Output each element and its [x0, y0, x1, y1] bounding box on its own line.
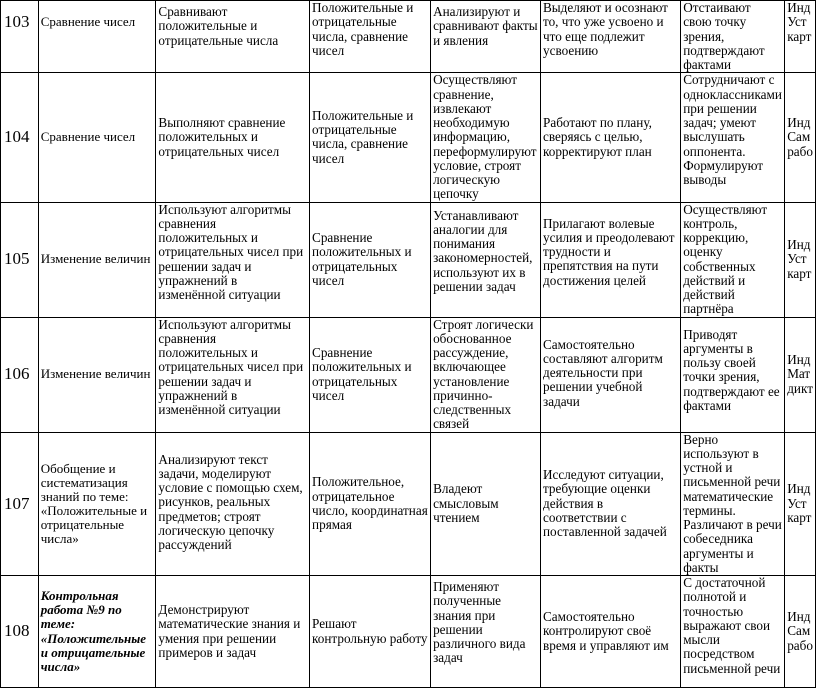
key-concepts: Положительные и отрицательные числа, сравнение чисел — [310, 73, 431, 202]
communicative-uud: С достаточной полнотой и точностью выражают свои мысли посредством письменной речи — [681, 576, 785, 688]
cognitive-uud: Владеют смысловым чтением — [431, 432, 541, 576]
subject-results: Анализируют текст задачи, моделируют условие с помощью схем, рисунков, реальных предметов; строят логическую цепочку рассуждений — [156, 432, 310, 576]
lesson-number: 104 — [1, 73, 39, 202]
subject-results: Выполняют сравнение положительных и отрицательных чисел — [156, 73, 310, 202]
lesson-topic: Сравнение чисел — [38, 73, 156, 202]
cognitive-uud: Устанавливают аналогии для понимания закономерностей, используют их в решении задач — [431, 202, 541, 317]
key-concepts: Сравнение положительных и отрицательных чисел — [310, 317, 431, 432]
communicative-uud: Приводят аргументы в пользу своей точки зрения, подтверждают ее фактами — [681, 317, 785, 432]
table-row — [1, 202, 816, 317]
table-row — [1, 317, 816, 432]
lesson-number: 105 — [1, 202, 39, 317]
table-row — [1, 73, 816, 202]
control-form: Инд Мат дикт — [785, 317, 816, 432]
regulatory-uud: Исследуют ситуации, требующие оценки действия в соответствии с поставленной задачей — [541, 432, 681, 576]
regulatory-uud: Работают по плану, сверяясь с целью, корректируют план — [541, 73, 681, 202]
cognitive-uud: Анализируют и сравнивают факты и явления — [431, 1, 541, 73]
key-concepts: Решают контрольную работу — [310, 576, 431, 688]
table-row — [1, 1, 816, 73]
cognitive-uud: Строят логически обоснованное рассуждение, включающее установление причинно-следственных связей — [431, 317, 541, 432]
lesson-topic: Обобщение и систематизация знаний по теме: «Положительные и отрицательные числа» — [38, 432, 156, 576]
control-form: Инд Сам рабо — [785, 73, 816, 202]
control-form: Инд Сам рабо — [785, 576, 816, 688]
lesson-topic: Изменение величин — [38, 317, 156, 432]
table-row — [1, 576, 816, 688]
key-concepts: Положительное, отрицательное число, координатная прямая — [310, 432, 431, 576]
subject-results: Сравнивают положительные и отрицательные числа — [156, 1, 310, 73]
cognitive-uud: Применяют полученные знания при решении различного вида задач — [431, 576, 541, 688]
control-form: Инд Уст карт — [785, 432, 816, 576]
communicative-uud: Верно используют в устной и письменной речи математические термины. Различают в речи собеседника аргументы и факты — [681, 432, 785, 576]
key-concepts: Положительные и отрицательные числа, сравнение чисел — [310, 1, 431, 73]
regulatory-uud: Самостоятельно контролируют своё время и управляют им — [541, 576, 681, 688]
communicative-uud: Сотрудничают с одноклассниками при решении задач; умеют выслушать оппонента. Формулируют выводы — [681, 73, 785, 202]
subject-results: Используют алгоритмы сравнения положительных и отрицательных чисел при решении задач и упражнений в изменённой ситуации — [156, 202, 310, 317]
lesson-number: 106 — [1, 317, 39, 432]
lesson-topic: Контрольная работа №9 по теме: «Положительные и отрицательные числа» — [38, 576, 156, 688]
control-form: Инд Уст карт — [785, 1, 816, 73]
lesson-number: 108 — [1, 576, 39, 688]
subject-results: Демонстрируют математические знания и умения при решении примеров и задач — [156, 576, 310, 688]
communicative-uud: Осуществляют контроль, коррекцию, оценку собственных действий и действий партнёра — [681, 202, 785, 317]
lesson-number: 103 — [1, 1, 39, 73]
lesson-number: 107 — [1, 432, 39, 576]
regulatory-uud: Прилагают волевые усилия и преодолевают трудности и препятствия на пути достижения целей — [541, 202, 681, 317]
table-row — [1, 432, 816, 576]
control-form: Инд Уст карт — [785, 202, 816, 317]
regulatory-uud: Самостоятельно составляют алгоритм деятельности при решении учебной задачи — [541, 317, 681, 432]
cognitive-uud: Осуществляют сравнение, извлекают необходимую информацию, переформулируют условие, строят логическую цепочку — [431, 73, 541, 202]
communicative-uud: Отстаивают свою точку зрения, подтверждают фактами — [681, 1, 785, 73]
lesson-topic: Сравнение чисел — [38, 1, 156, 73]
lesson-topic: Изменение величин — [38, 202, 156, 317]
subject-results: Используют алгоритмы сравнения положительных и отрицательных чисел при решении задач и упражнений в изменённой ситуации — [156, 317, 310, 432]
regulatory-uud: Выделяют и осознают то, что уже усвоено и что еще подлежит усвоению — [541, 1, 681, 73]
key-concepts: Сравнение положительных и отрицательных чисел — [310, 202, 431, 317]
